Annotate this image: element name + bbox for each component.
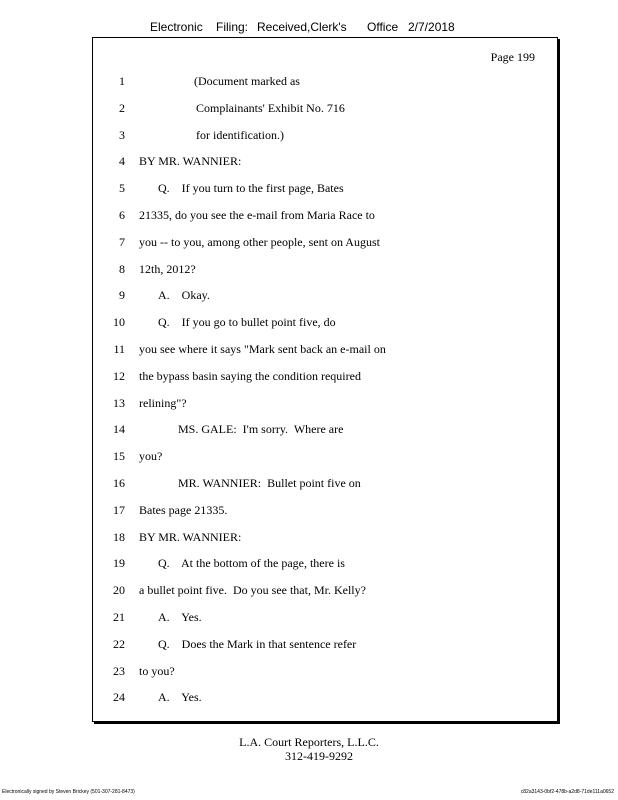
transcript-line bbox=[93, 610, 559, 626]
transcript-line bbox=[93, 396, 559, 412]
line-number: 5 bbox=[119, 181, 125, 196]
transcript-line bbox=[93, 181, 559, 197]
line-number: 15 bbox=[113, 449, 125, 464]
line-number: 23 bbox=[113, 663, 125, 678]
line-number: 20 bbox=[113, 583, 125, 598]
page-number: Page 199 bbox=[490, 50, 535, 64]
transcript-line bbox=[93, 288, 559, 304]
line-text: (Document marked as bbox=[194, 74, 300, 88]
line-text: you see where it says "Mark sent back an e-mail on bbox=[139, 342, 386, 356]
filing-header bbox=[0, 20, 618, 36]
line-text: A. Yes. bbox=[158, 610, 202, 624]
transcript-line bbox=[93, 556, 559, 572]
transcript-line bbox=[93, 637, 559, 653]
line-number: 10 bbox=[113, 315, 125, 330]
line-text: BY MR. WANNIER: bbox=[139, 529, 242, 544]
line-number: 24 bbox=[113, 690, 125, 705]
transcript-line bbox=[93, 74, 559, 90]
line-text: Q. At the bottom of the page, there is bbox=[158, 556, 345, 571]
transcript-line bbox=[93, 583, 559, 599]
transcript-line bbox=[93, 342, 559, 358]
line-number: 21 bbox=[113, 610, 125, 624]
line-number: 16 bbox=[113, 476, 125, 490]
line-text: you? bbox=[139, 449, 163, 464]
line-number: 14 bbox=[113, 422, 125, 437]
line-number: 11 bbox=[113, 342, 125, 356]
line-text: Q. Does the Mark in that sentence refer bbox=[158, 636, 357, 651]
line-number: 7 bbox=[119, 234, 125, 249]
line-number: 2 bbox=[119, 100, 125, 115]
transcript-line bbox=[93, 315, 559, 331]
electronic-signature: Electronically signed by Steven Brickey (501-307-281-8473) bbox=[2, 789, 135, 795]
line-number: 1 bbox=[119, 74, 125, 88]
header-date: 2/7/2018 bbox=[408, 20, 455, 34]
line-number: 18 bbox=[113, 529, 125, 544]
transcript-line bbox=[93, 262, 559, 278]
transcript-line bbox=[93, 208, 559, 224]
line-text: A. Okay. bbox=[158, 288, 210, 303]
line-text: the bypass basin saying the condition required bbox=[139, 368, 361, 383]
line-text: 21335, do you see the e-mail from Maria Race to bbox=[139, 208, 375, 222]
line-text: A. Yes. bbox=[158, 690, 202, 705]
line-number: 3 bbox=[119, 127, 125, 142]
header-electronic: Electronic bbox=[150, 20, 203, 34]
line-text: you -- to you, among other people, sent on August bbox=[139, 234, 380, 249]
line-number: 17 bbox=[113, 502, 125, 517]
line-text: 12th, 2012? bbox=[139, 261, 196, 276]
transcript-line bbox=[93, 154, 559, 170]
line-number: 6 bbox=[119, 208, 125, 222]
line-text: to you? bbox=[139, 663, 175, 678]
header-filing: Filing: bbox=[216, 20, 249, 34]
line-number: 19 bbox=[113, 556, 125, 571]
reporter-company: L.A. Court Reporters, L.L.C. bbox=[239, 735, 379, 749]
line-text: relining"? bbox=[139, 395, 187, 410]
line-number: 8 bbox=[119, 261, 125, 276]
line-text: MR. WANNIER: Bullet point five on bbox=[178, 476, 361, 490]
line-text: Complainants' Exhibit No. 716 bbox=[196, 100, 345, 115]
transcript-line bbox=[93, 476, 559, 492]
transcript-line bbox=[93, 664, 559, 680]
line-text: a bullet point five. Do you see that, Mr. Kelly? bbox=[139, 583, 366, 598]
transcript-line bbox=[93, 449, 559, 465]
transcript-line bbox=[93, 128, 559, 144]
transcript-line bbox=[93, 530, 559, 546]
header-received: Received,Clerk's bbox=[257, 20, 347, 34]
line-text: Bates page 21335. bbox=[139, 502, 228, 517]
transcript-page bbox=[92, 37, 558, 722]
transcript-line bbox=[93, 503, 559, 519]
line-number: 12 bbox=[113, 368, 125, 383]
line-text: Q. If you turn to the first page, Bates bbox=[158, 181, 344, 196]
line-number: 9 bbox=[119, 288, 125, 303]
line-text: BY MR. WANNIER: bbox=[139, 154, 242, 169]
transcript-line bbox=[93, 369, 559, 385]
line-number: 4 bbox=[119, 154, 125, 169]
reporter-phone: 312-419-9292 bbox=[285, 749, 353, 763]
transcript-line bbox=[93, 101, 559, 117]
document-id: c82a3143-0bf2-478b-a2d8-71de111a0652 bbox=[520, 789, 614, 795]
line-number: 13 bbox=[113, 395, 125, 410]
transcript-line bbox=[93, 235, 559, 251]
line-text: for identification.) bbox=[196, 127, 284, 142]
header-office: Office bbox=[367, 20, 399, 34]
line-text: MS. GALE: I'm sorry. Where are bbox=[178, 422, 344, 437]
transcript-line bbox=[93, 422, 559, 438]
transcript-line bbox=[93, 690, 559, 706]
line-number: 22 bbox=[113, 636, 125, 651]
line-text: Q. If you go to bullet point five, do bbox=[158, 315, 336, 330]
